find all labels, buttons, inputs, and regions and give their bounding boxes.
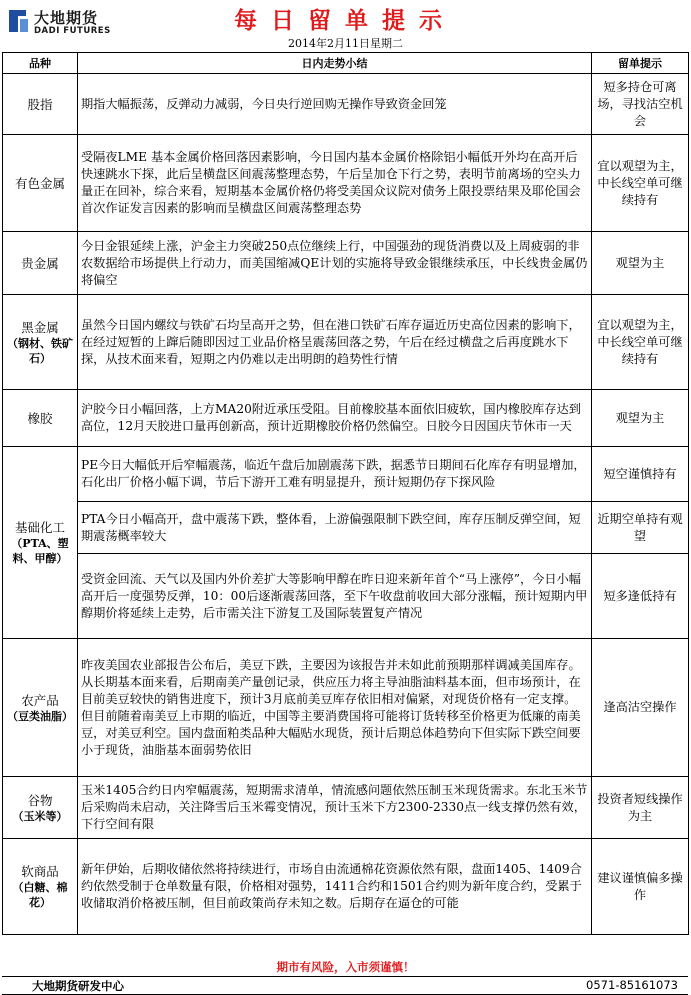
summary-cell: PE今日大幅低开后窄幅震荡，临近午盘后加剧震荡下跌，据悉节日期间石化库存有明显增加，石化出厂价格小幅下调，节后下游开工难有明显提升，预计短期仍存下探风险	[78, 447, 592, 502]
summary-cell: 虽然今日国内螺纹与铁矿石均呈高开之势，但在港口铁矿石库存逼近历史高位因素的影响下，在经过短暂的上蹿后随即因过工业品价格呈震荡回落之势，午后在经过横盘之后再度跳水下探，从技术面来看，短期之内仍难以走出明朗的趋势性行情	[78, 295, 592, 390]
table-row	[3, 390, 689, 447]
category-name: 股指	[27, 96, 53, 112]
col-header-summary: 日内走势小结	[78, 53, 592, 74]
category-name: 谷物	[27, 792, 53, 808]
advice-cell: 建议谨慎偏多操作	[592, 839, 689, 935]
category-cell	[3, 777, 78, 839]
advice-cell: 宜以观望为主，中长线空单可继续持有	[592, 135, 689, 232]
table-row	[3, 74, 689, 135]
category-name: 有色金属	[14, 175, 65, 191]
category-cell	[3, 639, 78, 777]
summary-cell: 受资金回流、天气以及国内外价差扩大等影响甲醇在昨日迎来新年首个“马上涨停”，今日小幅高开后一度强势反弹，10：00后逐渐震荡回落，至下午收盘前收回大部分涨幅，预计短期内甲醇期价将延续上走势，后市需关注下游复工及国际装置复产情况	[78, 554, 592, 639]
category-subnote: （PTA、塑料、甲醇）	[11, 537, 69, 565]
advice-cell: 宜以观望为主，中长线空单可继续持有	[592, 295, 689, 390]
report-date: 2014年2月11日星期二	[288, 37, 403, 50]
advice-table	[2, 52, 689, 935]
category-cell	[3, 232, 78, 295]
header	[0, 0, 691, 52]
col-header-advice: 留单提示	[592, 53, 689, 74]
summary-cell: PTA今日小幅高开，盘中震荡下跌，整体看，上游偏强限制下跌空间，库存压制反弹空间，短期震荡概率较大	[78, 502, 592, 554]
summary-cell: 玉米1405合约日内窄幅震荡，短期需求清单，情流感问题依然压制玉米现货需求。东北玉米节后采购尚未启动，关注降雪后玉米霉变情况，预计玉米下方2300-2330点一线支撑仍然有效，下行空间有限	[78, 777, 592, 839]
summary-cell: 期指大幅振荡，反弹动力减弱，今日央行逆回购无操作导致资金回笼	[78, 74, 592, 135]
category-name: 橡胶	[27, 410, 53, 426]
footer-bar	[2, 976, 688, 995]
category-subnote: （玉米等）	[12, 809, 68, 823]
category-cell	[3, 295, 78, 390]
category-name: 基础化工	[14, 520, 65, 535]
table-header-row	[3, 53, 689, 74]
table-row	[3, 639, 689, 777]
table-row	[3, 554, 689, 639]
table-row	[3, 839, 689, 935]
table-row	[3, 135, 689, 232]
category-cell	[3, 135, 78, 232]
footer-organization: 大地期货研发中心	[32, 979, 124, 993]
summary-cell: 昨夜美国农业部报告公布后，美豆下跌，主要因为该报告并未如此前预期那样调减美国库存。从长期基本面来看，后期南美产量创记录，供应压力将主导油脂油料基本面，但市场预计，在目前美豆较快的销售进度下，预计3月底前美豆库存依旧相对偏紧，对现货价格有一定支撑。但目前随着南美豆上市期的临近，中国等主要消费国将可能将订货转移至价格更为低廉的南美豆，对美豆利空。国内盘面粕类品种大幅贴水现货，预计后期总体趋势向下但实际下跌空间要小于现货，油脂基本面弱势依旧	[78, 639, 592, 777]
table-row	[3, 502, 689, 554]
logo-mark-icon	[8, 8, 30, 34]
summary-cell: 新年伊始，后期收储依然将持续进行，市场自由流通棉花资源依然有限，盘面1405、1409合约依然受制于仓单数量有限，价格相对强势，1411合约和1501合约则为新年度合约，受累于收储取消价格被压制，但目前政策尚存未知之数。后期存在逼仓的可能	[78, 839, 592, 935]
category-cell	[3, 447, 78, 639]
advice-cell: 投资者短线操作为主	[592, 777, 689, 839]
table-row	[3, 777, 689, 839]
summary-cell: 沪胶今日小幅回落，上方MA20附近承压受阻。目前橡胶基本面依旧疲软，国内橡胶库存达到高位，12月天胶进口量再创新高，预计近期橡胶价格仍然偏空。日胶今日因国庆节休市一天	[78, 390, 592, 447]
category-cell	[3, 390, 78, 447]
advice-cell: 短空谨慎持有	[592, 447, 689, 502]
company-logo	[8, 6, 118, 38]
category-name: 贵金属	[21, 255, 59, 271]
logo-name-cn: 大地期货	[34, 9, 99, 27]
category-subnote: （钢材、铁矿石）	[7, 336, 73, 365]
advice-cell: 逢高沽空操作	[592, 639, 689, 777]
category-subnote: （豆类油脂）	[7, 709, 73, 723]
footer-phone: 0571-85161073	[586, 978, 678, 992]
page-title: 每日留单提示	[234, 8, 456, 34]
category-name: 黑金属	[21, 319, 59, 335]
category-cell	[3, 74, 78, 135]
col-header-category: 品种	[3, 53, 78, 74]
category-cell	[3, 839, 78, 935]
table-row	[3, 232, 689, 295]
advice-cell: 观望为主	[592, 232, 689, 295]
advice-cell: 短多逢低持有	[592, 554, 689, 639]
advice-cell: 近期空单持有观望	[592, 502, 689, 554]
category-name: 农产品	[21, 692, 59, 708]
summary-cell: 今日金银延续上涨，沪金主力突破250点位继续上行，中国强劲的现货消费以及上周疲弱的非农数据给市场提供上行动力，而美国缩减QE计划的实施将导致金银继续承压，中长线贵金属仍将偏空	[78, 232, 592, 295]
table-row	[3, 295, 689, 390]
table-row	[3, 447, 689, 502]
category-name: 软商品	[21, 864, 59, 879]
advice-cell: 短多持仓可离场，寻找沽空机会	[592, 74, 689, 135]
risk-warning: 期市有风险，入市须谨慎！	[276, 960, 415, 974]
advice-cell: 观望为主	[592, 390, 689, 447]
category-subnote: （白糖、棉花）	[12, 881, 68, 909]
logo-name-en: DADI FUTURES	[34, 26, 111, 36]
summary-cell: 受隔夜LME 基本金属价格回落因素影响，今日国内基本金属价格除铝小幅低开外均在高开后快速跳水下探，此后呈横盘区间震荡整理态势，午后呈加仓下行之势，表明节前离场的空头力量正在回补，综合来看，短期基本金属价格仍将受美国众议院对债务上限投票结果及耶伦国会首次作证发言因素的影响而呈横盘区间震荡整理态势	[78, 135, 592, 232]
